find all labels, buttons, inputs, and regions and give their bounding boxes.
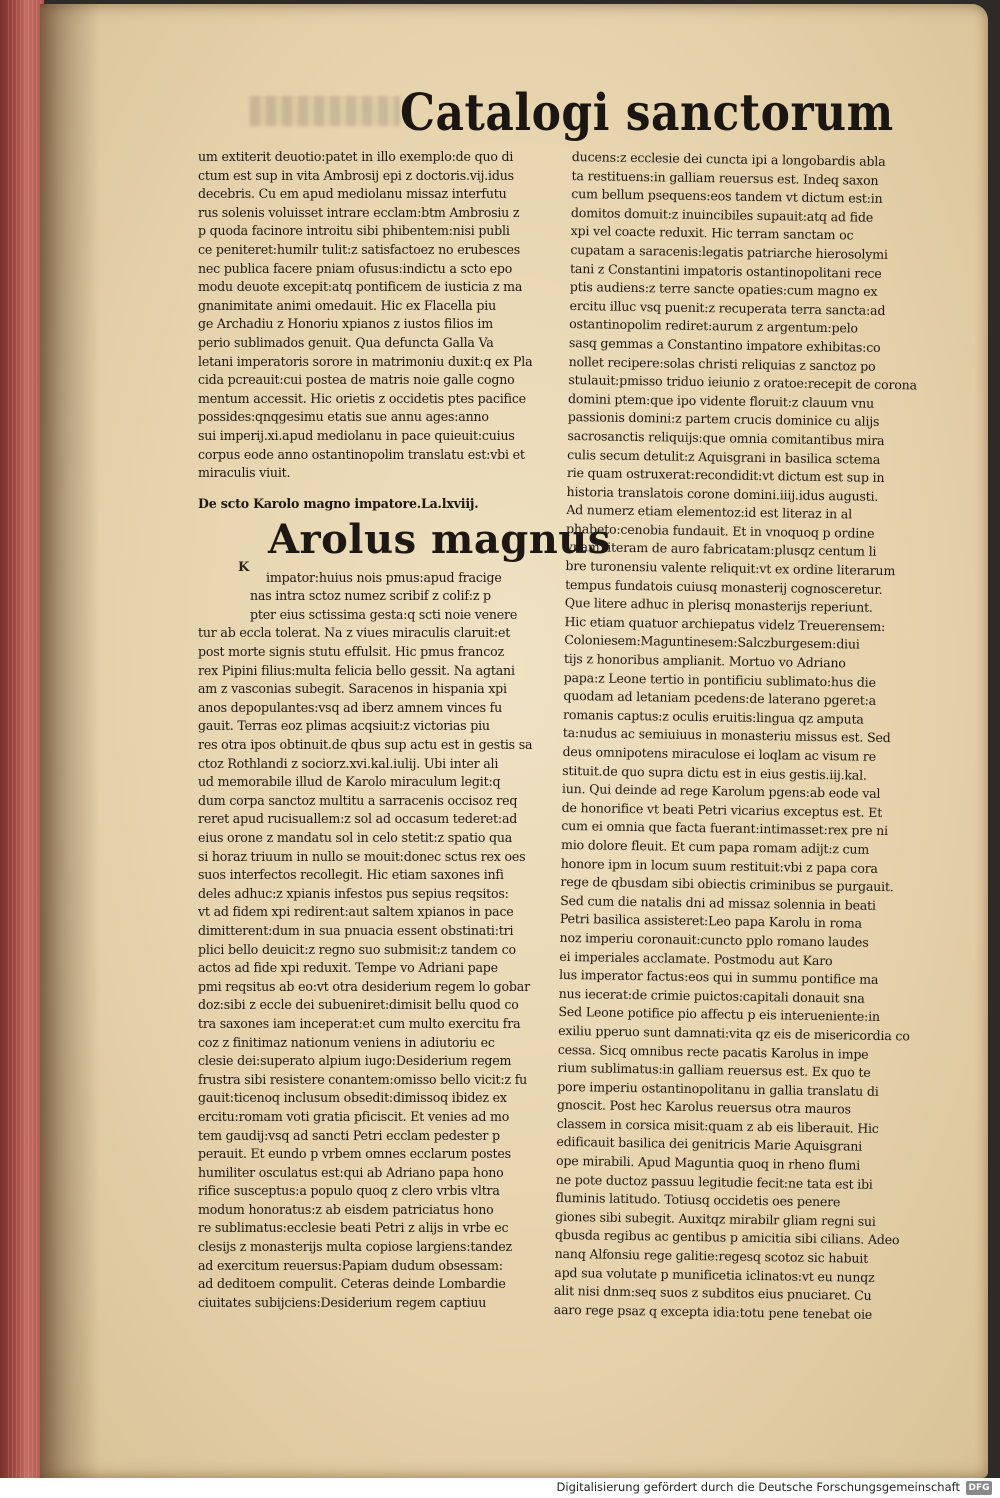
text-line: lus imperator factus:eos qui in summu pontifice ma (558, 967, 879, 988)
text-line: ercitu:romam voti gratia pficiscit. Et venies ad mo (198, 1108, 510, 1124)
text-line: res otra ipos obtinuit.de qbus sup actu est in gestis sa (198, 737, 533, 753)
text-line: corpus eode anno ostantinopolim translatu est:vbi et (198, 446, 525, 462)
text-line: tani z Constantini impatoris ostantinopolitani rece (569, 260, 882, 281)
text-line: tur ab eccla tolerat. Na z viues miraculis claruit:et (198, 625, 511, 641)
text-line: cum ei omnia que facta fuerant:intimasset:rex pre ni (561, 818, 889, 839)
text-line: deles adhuc:z xpianis infestos pus sepius reqsitos: (198, 885, 509, 901)
text-line: dimitterent:dum in sua pnuacia essent obstinati:tri (198, 922, 514, 938)
text-line: ta:nudus ac semiuiuus in monasteriu missus est. Sed (562, 725, 891, 746)
running-head: Catalogi sanctorum (400, 84, 894, 143)
text-line: clesie dei:superato alpium iugo:Desiderium regem (198, 1053, 512, 1069)
text-line: ciuitates subijciens:Desiderium regem captiuu (198, 1294, 487, 1310)
text-line: modu deuote excepit:atq pontificem de iusticia z ma (198, 279, 523, 295)
text-line: Coloniesem:Maguntinesem:Salczburgesem:diui (564, 632, 860, 653)
text-line: stituit.de quo supra dictu est in eius gestis.iij.kal. (562, 762, 867, 783)
text-line: culis secum detulit:z Aquisgrani in basilica sctema (567, 446, 881, 467)
text-line: aaro rege psaz q excepta idia:totu pene tenebat oie (553, 1301, 873, 1322)
text-line: gnoscit. Post hec Karolus reuersus otra mauros (556, 1097, 851, 1117)
text-line: papa:z Leone tertio in pontificiu sublimato:hus die (563, 669, 876, 690)
text-line: Hic etiam quatuor archiepatus videlz Treuerensem: (564, 613, 886, 634)
text-line: rium sublimatus:in galliam reuersus est. Ex quo te (557, 1059, 871, 1080)
text-line: sasq gemmas a Constantino impatore exhibitas:co (568, 334, 881, 355)
text-line: phabeto:cenobia fundauit. Et in vnoquoq p ordine (565, 520, 875, 541)
text-line: ostantinopolim rediret:aurum z argentum:pelo (569, 316, 858, 336)
text-line: Ad numerz etiam elementoz:id est literaz in al (566, 502, 853, 522)
text-line: ducens:z ecclesie dei cuncta ipi a longobardis abla (571, 148, 886, 169)
chapter-heading: De scto Karolo magno impatore.La.lxviij. (198, 495, 479, 511)
text-line: ad exercitum reuersus:Papiam dudum obsessam: (198, 1257, 503, 1273)
text-line: rie quam ostruxerat:recondidit:vt dictum est sup in (566, 465, 885, 486)
text-line: anos depopulantes:vsq ad iberz amnem vinces fu (198, 699, 503, 715)
text-line: sacrosanctis reliquijs:que omnia comitantibus mira (567, 427, 885, 448)
text-line: actos ad fide xpi reduxit. Tempe vo Adriani pape (198, 960, 498, 976)
text-line: pore imperiu ostantinopolitanu in gallia translatu di (557, 1078, 879, 1099)
footer-credit: Digitalisierung gefördert durch die Deutsche Forschungsgemeinschaft (556, 1480, 960, 1494)
text-line: nollet recipere:solas christi reliquias z sanctoz po (568, 353, 876, 374)
text-line: bre turonensiu valente reliquit:vt ex ordine literarum (565, 558, 896, 579)
dfg-logo: DFG (966, 1481, 992, 1495)
text-line: perauit. Et eundo p vrbem omnes ecclarum postes (198, 1146, 511, 1162)
text-line: domitos domuit:z inuincibiles supauit:atq ad fide (570, 204, 874, 225)
text-line: re sublimatus:ecclesie beati Petri z alijs in vrbe ec (198, 1220, 509, 1236)
decorated-initial-line: Arolus magnus (268, 515, 611, 563)
text-line: qbusda regibus ac gentibus p amicitia sibi cilians. Adeo (554, 1227, 900, 1248)
text-line: gauit. Terras eoz plimas acqsiuit:z victorias piu (198, 718, 490, 734)
text-line: ctoz Rothlandi z sociorz.xvi.kal.iulij. Ubi inter ali (198, 755, 499, 771)
text-line: miraculis viuit. (198, 465, 291, 481)
text-line: gnanimitate animi omedauit. Hic ex Flacella piu (198, 297, 497, 313)
text-line: alit nisi dnm:seq suos z subditos eius pnuciaret. Cu (553, 1283, 872, 1304)
text-line: iun. Qui deinde ad rege Karolum pgens:ab eode val (561, 781, 881, 802)
text-line: suos interfectos recollegit. Hic etiam saxones infi (198, 867, 504, 883)
text-line: eius orone z mandatu sol in celo stetit:z spatio qua (198, 830, 513, 845)
text-line: pmi reqsitus ab eo:vt otra desiderium regem lo gobar (198, 978, 530, 994)
text-line: noz imperiu coronauit:cuncto pplo romano laudes (559, 929, 869, 950)
text-line: passionis domini:z partem crucis dominice cu alijs (567, 409, 880, 430)
text-line: ctum est sup in vita Ambrosij epi z doctoris.vij.idus (198, 167, 514, 183)
text-line: gauit:ticenoq inclusum obsedit:dimissoq ibidez ex (198, 1090, 507, 1106)
text-line: am z vasconias subegit. Saracenos in hispania xpi (198, 681, 507, 697)
text-line: ei imperiales acclamate. Postmodu aut Karo (559, 948, 833, 968)
text-line: dum corpa sanctoz multitu a sarracenis occisoz req (198, 792, 518, 808)
text-line: ge Archadiu z Honoriu xpianos z iustos filios im (198, 316, 493, 332)
text-line: fluminis latitudo. Totiusq occidetis oes penere (555, 1190, 841, 1210)
guide-letter: K (238, 560, 250, 575)
text-line: reret apud rucisuallem:z sol ad occasum tederet:ad (198, 811, 518, 827)
text-line: um extiterit deuotio:patet in illo exemplo:de quo di (198, 149, 514, 164)
bleed-through-offset (250, 96, 400, 126)
text-line: modum honoratus:z ab eisdem patriciatus hono (198, 1201, 494, 1217)
text-line: apd sua volutate p munificetia iclinatos:vt eu nunqz (554, 1264, 875, 1285)
text-line: ptis audiens:z terre sancte opaties:cum magno ex (569, 279, 878, 299)
text-line: tempus fundatois cuiusq monasterij cognosceretur. (565, 576, 883, 597)
text-line: p quoda facinore introitu sibi phibentem:nisi publi (198, 223, 510, 239)
text-line: xpi vel coacte reduxit. Hic terram sanctam oc (570, 223, 854, 243)
text-line: pter eius sctissima gesta:q scti noie venere (250, 606, 518, 622)
text-line: humiliter osculatus est:qui ab Adriano papa hono (198, 1164, 504, 1180)
text-line: decebris. Cu em apud mediolanu missaz interfutu (198, 186, 507, 202)
digitization-footer (0, 1478, 1000, 1498)
text-line: ope mirabili. Apud Maguntia quoq in rheno flumi (555, 1152, 861, 1173)
text-line: nec publica facere pniam ofusus:indictu a scto epo (198, 260, 513, 276)
text-line: vt ad fidem xpi redirent:aut saltem xpianos in pace (198, 904, 514, 920)
text-line: rex Pipini filius:multa felicia bello gessit. Na agtani (198, 662, 515, 678)
text-line: nanq Alfonsiu rege galitie:regesq scotoz sic habuit (554, 1245, 869, 1266)
text-line: vnam literam de auro fabricatam:plusqz centum li (565, 539, 877, 560)
spine-shadow (40, 4, 100, 1478)
page-edges (8, 0, 42, 1478)
text-line: tijs z honoribus amplianit. Mortuo vo Adriano (563, 650, 846, 671)
text-line: nus iecerat:de crimie puictos:capitali donauit sna (558, 985, 865, 1006)
text-line: letani imperatoris sorore in matrimoniu duxit:q ex Pla (198, 353, 533, 369)
text-line: rifice susceptus:a populo quoq z clero vrbis vltra (198, 1183, 500, 1199)
text-line: mentum accessit. Hic orietis z occidetis ptes pacifice (198, 390, 526, 406)
text-line: de honorifice vt beati Petri vicarius exceptus est. Et (561, 799, 883, 820)
text-line: si horaz triuum in nullo se mouit:donec sctus rex oes (198, 848, 526, 864)
text-line: cum bellum psequens:eos tandem vt dictum est:in (571, 186, 883, 207)
text-line: rus solenis voluisset intrare ecclam:btm Ambrosiu z (198, 204, 520, 220)
text-line: perio sublimados genuit. Qua defuncta Galla Va (198, 334, 494, 350)
text-line: plici bello deuicit:z regno suo submisit:z tandem co (198, 941, 516, 957)
text-line: quodam ad letaniam pcedens:de laterano pgeret:a (563, 688, 877, 709)
text-line: frustra sibi resistere conantem:omisso bello vicit:z fu (198, 1071, 528, 1087)
text-line: ce peniteret:humilr tulit:z satisfactoez no erubesces (198, 241, 520, 257)
text-line: ad deditoem compulit. Ceteras deinde Lombardie (198, 1276, 506, 1292)
left-text-column (198, 148, 611, 1312)
text-line: edificauit basilica dei genitricis Marie Aquisgrani (556, 1134, 863, 1155)
text-line: ne pote ductoz passuu legitudie fecit:ne tata est ibi (555, 1171, 873, 1192)
text-line: mio dolore fleuit. Et cum papa romam adijt:z cum (560, 836, 870, 857)
text-line: classem in corsica misit:quam z ab eis liberauit. Hic (556, 1115, 879, 1136)
text-line: stulauit:pmisso triduo ieiunio z oratoe:recepit de corona (568, 372, 917, 393)
text-line: tem gaudij:vsq ad sancti Petri ecclam pedester p (198, 1127, 500, 1143)
text-line: deus omnipotens miraculose ei loqlam ac visum re (562, 743, 877, 764)
text-line: cessa. Sicq omnibus recte pacatis Karolus in impe (557, 1041, 869, 1062)
text-line: giones sibi subegit. Auxitqz mirabilr gliam regni sui (555, 1208, 876, 1229)
text-line: possides:qnqgesimu etatis sue annu ages:anno (198, 409, 489, 425)
text-line: historia translatois corone domini.iiij.idus augusti. (566, 483, 879, 504)
text-line: cupatam a saracenis:legatis patriarche hierosolymi (570, 241, 888, 262)
text-line: post morte signis stutu effulsit. Hic pmus francoz (198, 644, 504, 660)
text-line: honore ipm in locum suum restituit:vbi z papa cora (560, 855, 878, 876)
text-line: cida pcreauit:cui postea de matris noie galle cogno (198, 372, 515, 388)
text-line: exiliu pperuo sunt damnati:vita qz eis de misericordia co (558, 1022, 910, 1044)
text-line: Sed cum die natalis dni ad missaz solennia in beati (560, 892, 876, 913)
text-line: domini ptem:que ipo vidente floruit:z clauum vnu (567, 390, 875, 411)
text-line: ercitu illuc vsq puenit:z recuperata terra sancta:ad (569, 297, 886, 318)
text-line: Petri basilica assisteret:Leo papa Karolu in roma (559, 911, 862, 931)
text-line: tra saxones iam inceperat:et cum multo exercitu fra (198, 1015, 521, 1031)
text-line: coz z finitimaz nationum veniens in adiutoriu ec (198, 1034, 495, 1050)
text-line: clesijs z monasterijs multa copiose largiens:tandez (198, 1239, 512, 1255)
text-line: sui imperij.xi.apud mediolanu in pace quieuit:cuius (198, 427, 515, 443)
text-line: ta restituens:in galliam reuersus est. Indeq saxon (571, 167, 879, 188)
text-line: romanis captus:z oculis eruitis:lingua qz amputa (562, 706, 864, 727)
text-line: Sed Leone potifice pio affectu p eis interueniente:in (558, 1004, 880, 1025)
text-line: Que litere adhuc in plerisq monasterijs reperiunt. (564, 595, 873, 616)
text-line: rege de qbusdam sibi obiectis criminibus se purgauit. (560, 874, 894, 895)
text-line: ud memorabile illud de Karolo miraculum legit:q (198, 774, 501, 790)
right-text-column (554, 148, 940, 1325)
text-line: doz:sibi z eccle dei subueniret:dimisit bellu quod co (198, 997, 519, 1013)
text-line: nas intra sctoz numez scribif z colif:z p (250, 588, 491, 604)
text-line: impator:huius nois pmus:apud fracige (266, 569, 502, 585)
